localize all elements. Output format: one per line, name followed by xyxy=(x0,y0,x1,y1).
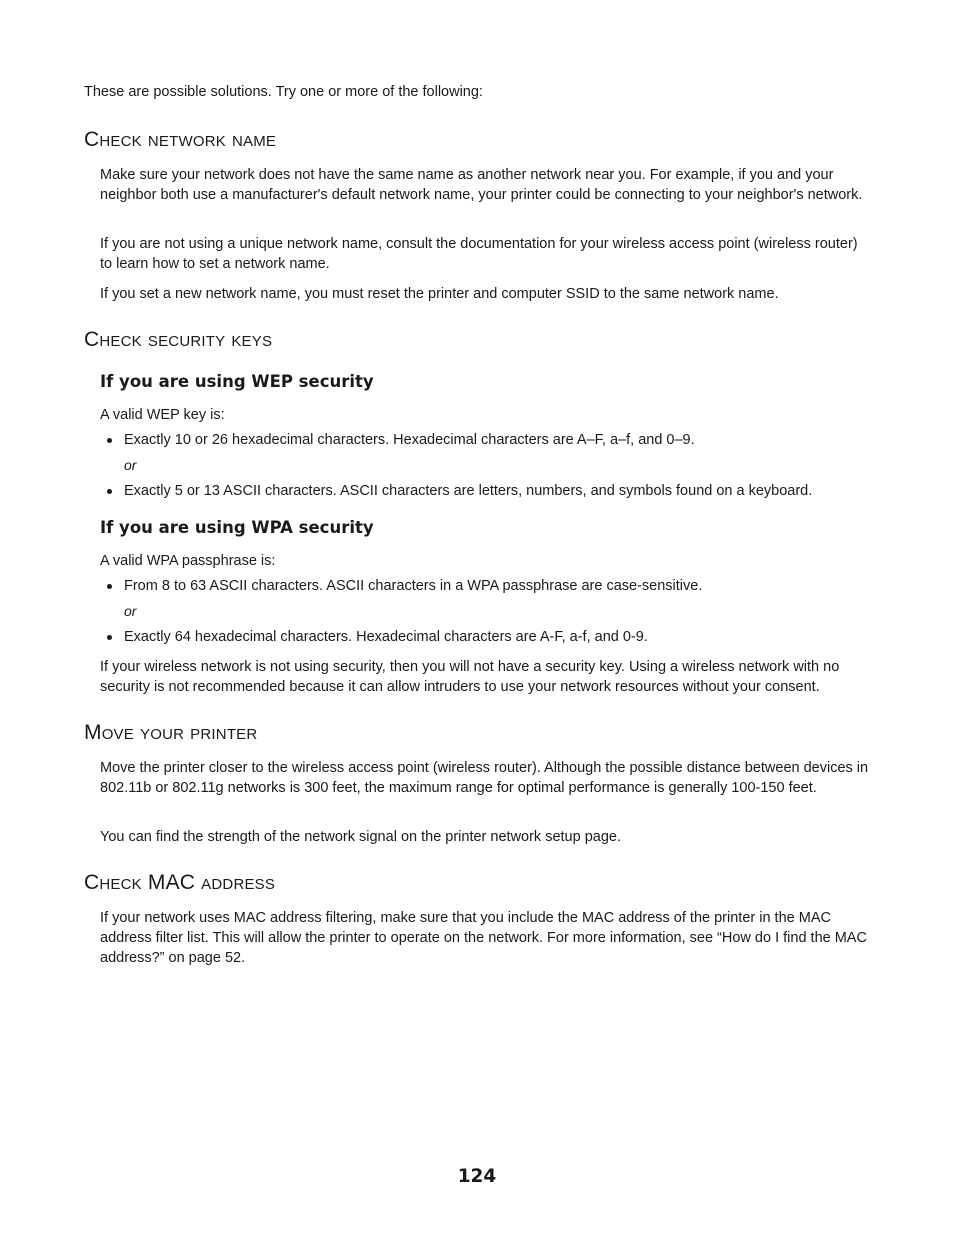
intro-text: These are possible solutions. Try one or more of the following: xyxy=(84,84,483,100)
wpa-bullet-1: From 8 to 63 ASCII characters. ASCII characters in a WPA passphrase are case-sensitive. xyxy=(124,578,703,594)
heading-move-your-printer: Move your printer xyxy=(84,721,258,744)
page-number: 124 xyxy=(457,1166,497,1187)
move-printer-paragraph-1: Move the printer closer to the wireless access point (wireless router). Although the possible distance between devices in 802.11b or 802.11g networks is 300 feet, the maximum range for optimal performance is generally 100-150 feet. xyxy=(100,760,869,796)
network-name-paragraph-2: If you are not using a unique network name, consult the documentation for your wireless access point (wireless router) to learn how to set a network name. xyxy=(100,236,858,272)
wep-lead: A valid WEP key is: xyxy=(100,407,225,423)
bullet-icon xyxy=(107,438,112,443)
bullet-icon xyxy=(107,584,112,589)
list-item xyxy=(100,481,872,501)
heading-wpa-security: If you are using WPA security xyxy=(100,518,374,537)
wpa-bullet-2: Exactly 64 hexadecimal characters. Hexadecimal characters are A-F, a-f, and 0-9. xyxy=(124,629,648,645)
bullet-icon xyxy=(107,635,112,640)
wep-bullet-1: Exactly 10 or 26 hexadecimal characters. Hexadecimal characters are A–F, a–f, and 0–9. xyxy=(124,432,695,448)
move-printer-paragraph-2: You can find the strength of the network signal on the printer network setup page. xyxy=(100,829,621,845)
network-name-paragraph-3: If you set a new network name, you must reset the printer and computer SSID to the same network name. xyxy=(100,286,779,302)
heading-check-mac-address: Check MAC address xyxy=(84,871,276,894)
network-name-paragraph-1: Make sure your network does not have the same name as another network near you. For example, if you and your neighbor both use a manufacturer's default network name, your printer could be connecting to your neighbor's network. xyxy=(100,167,863,203)
list-item xyxy=(100,430,872,450)
or-separator: or xyxy=(124,603,137,619)
heading-check-network-name: Check network name xyxy=(84,128,277,151)
heading-check-security-keys: Check security keys xyxy=(84,328,273,351)
wep-bullet-2: Exactly 5 or 13 ASCII characters. ASCII characters are letters, numbers, and symbols found on a keyboard. xyxy=(124,483,813,499)
list-item xyxy=(100,576,872,596)
mac-address-paragraph-1: If your network uses MAC address filtering, make sure that you include the MAC address of the printer in the MAC address filter list. This will allow the printer to operate on the network. For more information, see “How do I find the MAC address?” on page 52. xyxy=(100,910,867,966)
list-item xyxy=(100,627,872,647)
bullet-icon xyxy=(107,489,112,494)
wpa-lead: A valid WPA passphrase is: xyxy=(100,553,276,569)
security-closing-paragraph: If your wireless network is not using security, then you will not have a security key. Using a wireless network with no security is not recommended because it can allow intruders to use your network resources without your consent. xyxy=(100,659,840,695)
heading-wep-security: If you are using WEP security xyxy=(100,372,374,391)
or-separator: or xyxy=(124,457,137,473)
